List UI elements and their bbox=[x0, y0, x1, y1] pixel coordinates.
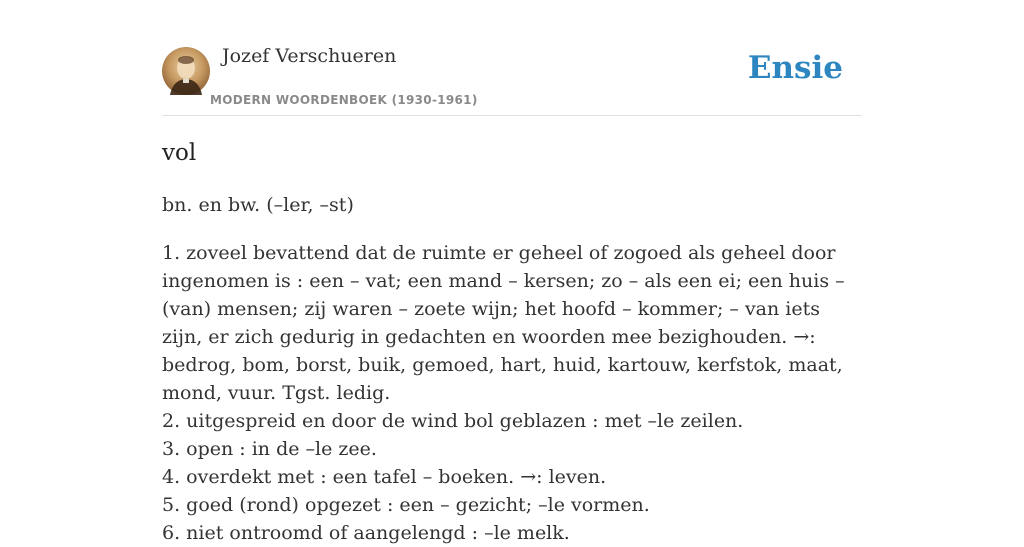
sense-2: 2. uitgespreid en door de wind bol geblazen : met –le zeilen. bbox=[162, 410, 744, 432]
sense-1: 1. zoveel bevattend dat de ruimte er geheel of zogoed als geheel door ingenomen is : een – vat; een mand – kersen; zo – als een ei; een huis – (van) mensen; zij waren – zoete wijn; het hoofd – kommer; – van iets zijn, er zich gedurig in gedachten en woorden mee bezighouden. →: bedrog, bom, borst, buik, gemoed, hart, huid, kartouw, kerfstok, maat, mond, vuur. Tgst. ledig. bbox=[162, 242, 845, 404]
sense-6: 6. niet ontroomd of aangelengd : –le melk. bbox=[162, 522, 570, 544]
entry-definition bbox=[162, 239, 862, 547]
sense-3: 3. open : in de –le zee. bbox=[162, 438, 377, 460]
brand-logo[interactable]: Ensie bbox=[747, 50, 843, 86]
source-title[interactable]: MODERN WOORDENBOEK (1930-1961) bbox=[210, 93, 478, 107]
author-avatar[interactable] bbox=[162, 47, 210, 95]
article-header bbox=[162, 0, 862, 116]
entry-headword: vol bbox=[162, 140, 197, 166]
article-page bbox=[162, 0, 862, 544]
entry-grammar: bn. en bw. (–ler, –st) bbox=[162, 194, 354, 216]
portrait-photo-icon bbox=[162, 47, 210, 95]
sense-5: 5. goed (rond) opgezet : een – gezicht; –le vormen. bbox=[162, 494, 650, 516]
sense-4: 4. overdekt met : een tafel – boeken. →: leven. bbox=[162, 466, 607, 488]
author-name[interactable]: Jozef Verschueren bbox=[222, 45, 397, 67]
